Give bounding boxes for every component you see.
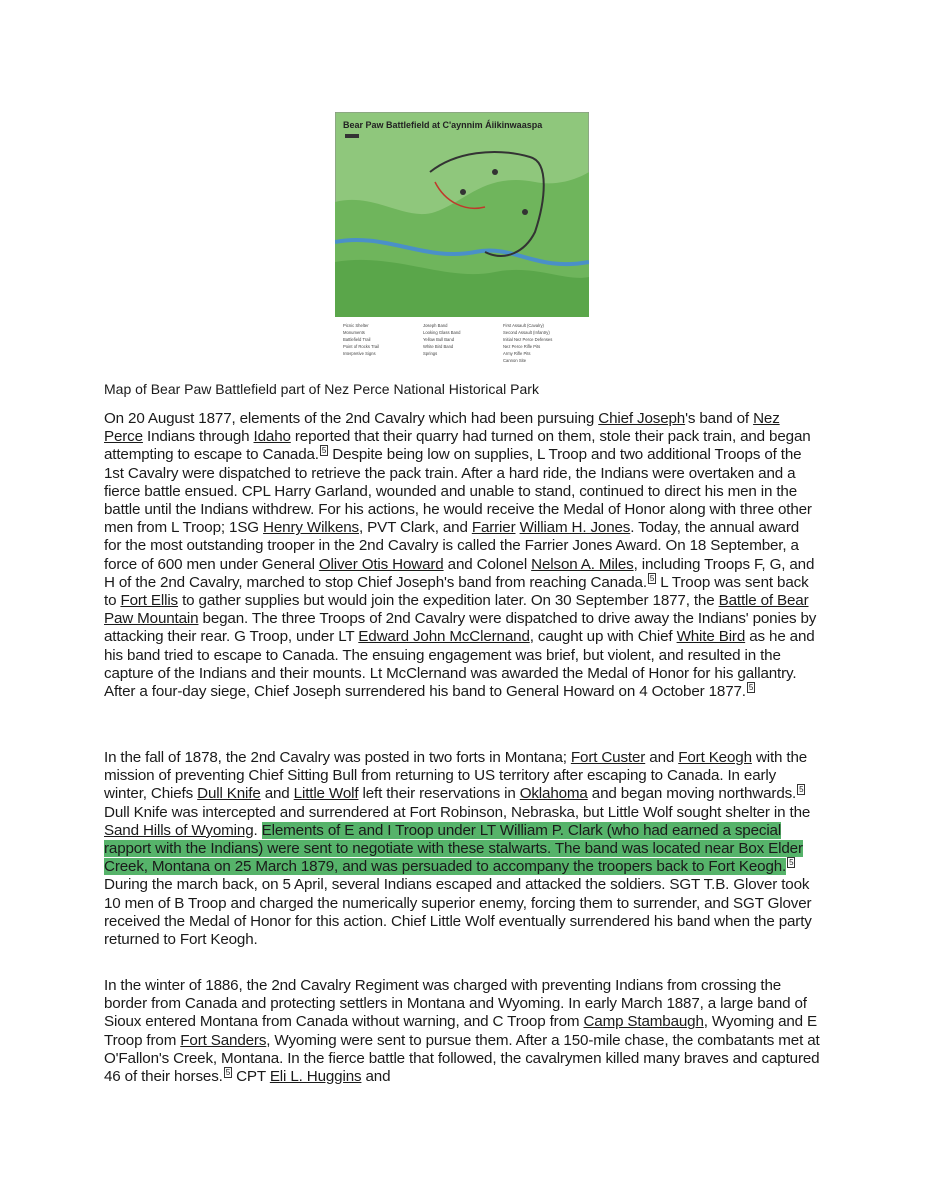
reference-marker[interactable]: 5 [225,1067,231,1077]
text: CPT [232,1068,270,1086]
text: In the fall of 1878, the 2nd Cavalry was posted in two forts in Montana; [104,749,571,766]
link-fort-ellis[interactable]: Fort Ellis [120,592,179,610]
link-fort-keogh[interactable]: Fort Keogh [678,749,752,766]
link-henry-wilkens[interactable]: Henry Wilkens [263,519,359,537]
text: In the winter of 1886, the 2nd Cavalry Regiment was charged with preventing Indians from crossing the border from Canada and protecting settlers in Montana and Wyoming. In early March 1887, a large band of Sioux entered Montana from Canada without warning, and C Troop from [104,977,807,1031]
link-oklahoma[interactable]: Oklahoma [519,785,588,803]
reference-marker[interactable]: 5 [799,785,804,795]
legend-item: Initial Nez Perce Defenses [503,337,553,342]
legend-item: Interpretive Signs [343,351,376,356]
text: and [645,749,679,766]
text: Dull Knife was intercepted and surrendered at Fort Robinson, Nebraska, but Little Wolf sought shelter in the [104,803,811,821]
link-little-wolf[interactable]: Little Wolf [293,785,359,803]
text: to gather supplies but would join the expedition later. On 30 September 1877, the [178,592,719,610]
link-dull-knife[interactable]: Dull Knife [197,785,261,803]
text: , Wyoming and E Troop from [104,1013,818,1049]
bear-paw-battlefield-map [335,112,589,372]
map-graphic [335,112,589,372]
map-caption: Map of Bear Paw Battlefield part of Nez Perce National Historical Park [104,381,539,397]
text: and began moving northwards. [587,785,797,803]
legend-item: Second Assault (Infantry) [503,330,550,335]
link-nez-perce[interactable]: Nez Perce [104,410,780,446]
link-william-h-jones[interactable]: William H. Jones [519,519,631,537]
text: , including Troops F, G, and H of the 2nd Cavalry, marched to stop Chief Joseph's band from reaching Canada. [104,555,815,591]
link-edward-john-mcclernand[interactable]: Edward John McClernand [358,628,530,646]
text: . [253,821,262,839]
text: . Today, the annual award for the most outstanding trooper in the 2nd Cavalry is called the Farrier Jones Award. On 18 September, a force of 600 men under General [104,519,800,573]
legend-item: First Assault (Cavalry) [503,323,544,328]
legend-item: White Bird Band [423,344,454,349]
legend-item: Battlefield Trail [343,337,371,342]
link-eli-l-huggins[interactable]: Eli L. Huggins [269,1068,362,1086]
paragraph-1878 [104,749,820,949]
legend-item: Nez Perce Rifle Pits [503,344,541,349]
link-fort-custer[interactable]: Fort Custer [570,749,646,766]
text: left their reservations in [358,785,520,803]
map-title: Bear Paw Battlefield at C'aynnim Áiikinwaaspa [343,120,543,130]
reference-marker[interactable]: 5 [321,446,327,456]
text: Despite being low on supplies, L Troop and two additional Troops of the 1st Cavalry were dispatched to retrieve the pack train. After a hard ride, the Indians were overtaken and a fierce battle ensued. CPL Harry Garland, wounded and unable to stand, continued to direct his men in the battle until the Indians withdrew. For his actions, he would receive the Medal of Honor along with three other men from L Troop; 1SG [104,446,812,537]
legend-item: Joseph Band [423,323,448,328]
text: as he and his band tried to escape to Canada. The ensuing engagement was brief, but violent, and resulted in the capture of the Indians and their mounts. Lt McClernand was awarded the Medal of Honor for his gallantry. After a four-day siege, Chief Joseph surrendered his band to General Howard on 4 October 1877. [104,628,815,701]
legend-item: Looking Glass Band [423,330,461,335]
text: and Colonel [443,555,532,573]
paragraph-1877 [104,410,820,701]
text: and [361,1068,391,1086]
text: On 20 August 1877, elements of the 2nd Cavalry which had been pursuing [104,410,599,427]
link-idaho[interactable]: Idaho [253,428,291,446]
link-chief-joseph[interactable]: Chief Joseph [598,410,686,427]
text: with the mission of preventing Chief Sitting Bull from returning to US territory after escaping to Canada. In early winter, Chiefs [104,749,808,803]
legend-item: Yellow Bull Band [423,337,455,342]
text: During the march back, on 5 April, several Indians escaped and attacked the soldiers. SGT T.B. Glover took 10 men of B Troop and charged the numerically superior enemy, forcing them to surrender, and SGT Glover received the Medal of Honor for this action. Chief Little Wolf eventually surrendered his band when the party returned to Fort Keogh. [104,876,812,949]
link-farrier[interactable]: Farrier [471,519,516,537]
link-nelson-a-miles[interactable]: Nelson A. Miles [531,555,634,573]
text: 's band of [685,410,754,427]
link-battle-of-bear-paw-mountain[interactable]: Battle of Bear Paw Mountain [104,592,809,628]
text: reported that their quarry had turned on them, stole their pack train, and began attempting to escape to Canada. [104,428,811,464]
link-sand-hills-of-wyoming[interactable]: Sand Hills of Wyoming [104,821,254,839]
legend-item: Army Rifle Pits [503,351,531,356]
legend-item: Springs [423,351,438,356]
text: , PVT Clark, and [359,519,472,537]
text: and [260,785,294,803]
highlighted-text: Elements of E and I Troop under LT William P. Clark (who had earned a special rapport with the Indians) were sent to negotiate with these stalwarts. The band was located near Box Elder Creek, Montana on 25 March 1879, and was persuaded to accompany the troopers back to Fort Keogh. [104,821,803,876]
text: L Troop was sent back to [104,573,809,610]
legend-item: Cannon Site [503,358,527,363]
reference-marker[interactable]: 5 [649,573,655,583]
text: Indians through [142,428,254,446]
reference-marker[interactable]: 5 [748,682,754,692]
link-oliver-otis-howard[interactable]: Oliver Otis Howard [318,555,444,573]
paragraph-1886 [104,977,820,1086]
link-white-bird[interactable]: White Bird [676,628,746,646]
link-fort-sanders[interactable]: Fort Sanders [180,1031,267,1049]
legend-item: Monuments [343,330,365,335]
link-camp-stambaugh[interactable]: Camp Stambaugh [583,1013,704,1031]
legend-item: Picnic Shelter [343,323,369,328]
text: , Wyoming were sent to pursue them. After a 150-mile chase, the combatants met at O'Fallon's Creek, Montana. In the fierce battle that followed, the cavalrymen killed many braves and captured 46 of their horses. [104,1031,820,1086]
text: , caught up with Chief [529,628,677,646]
text: began. The three Troops of 2nd Cavalry were dispatched to drive away the Indians' ponies by attacking their rear. G Troop, under LT [104,610,817,646]
reference-marker[interactable]: 5 [789,858,794,868]
legend-item: Point of Rocks Trail [343,344,380,349]
